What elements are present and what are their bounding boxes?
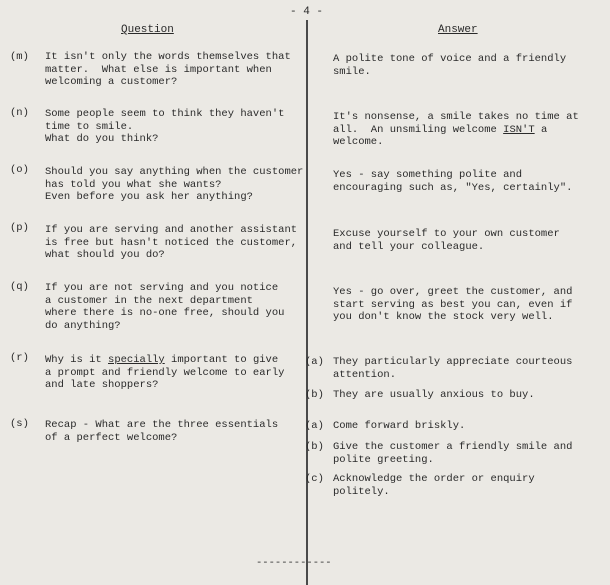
question-text: Recap - What are the three essentials of a perfect welcome?: [45, 419, 279, 444]
answer-text: Give the customer a friendly smile and polite greeting.: [333, 441, 573, 466]
answer-label: (b): [305, 441, 324, 453]
question-text: If you are serving and another assistant is free but hasn't noticed the customer, what should you do?: [45, 224, 298, 261]
answer-text: They are usually anxious to buy.: [333, 389, 535, 401]
question-text: Some people seem to think they haven't time to smile. What do you think?: [45, 108, 285, 145]
emphasis-text: specially: [108, 354, 165, 366]
item-label: (o): [10, 164, 29, 176]
answer-column-header: Answer: [438, 24, 478, 36]
emphasis-text: ISN'T: [503, 123, 535, 136]
question-text: It isn't only the words themselves that matter. What else is important when welcoming a customer?: [45, 51, 291, 88]
answer-label: (c): [305, 473, 324, 485]
answer-text: It's nonsense, a smile takes no time at all. An unsmiling welcome ISN'T a welcome.: [333, 111, 579, 148]
item-label: (s): [10, 418, 29, 430]
question-column-header: Question: [121, 24, 174, 36]
page-number: - 4 -: [290, 6, 324, 18]
answer-text: Yes - go over, greet the customer, and start serving as best you can, even if you don't know the stock very well.: [333, 286, 573, 323]
question-text: Why is it specially important to give a prompt and friendly welcome to early and late shoppers?: [45, 354, 285, 391]
answer-text: Acknowledge the order or enquiry politely.: [333, 473, 535, 498]
item-label: (n): [10, 107, 29, 119]
answer-text: A polite tone of voice and a friendly smile.: [333, 53, 567, 78]
answer-label: (b): [305, 389, 324, 401]
answer-label: (a): [305, 356, 324, 368]
footer-rule: ------------: [256, 557, 332, 569]
item-label: (p): [10, 222, 29, 234]
column-divider: [306, 20, 308, 585]
item-label: (q): [10, 281, 29, 293]
question-text: If you are not serving and you notice a customer in the next department where there is no-one free, should you do anything?: [45, 282, 285, 332]
answer-text: Come forward briskly.: [333, 420, 466, 432]
item-label: (m): [10, 51, 29, 63]
question-text: Should you say anything when the customer has told you what she wants? Even before you ask her anything?: [45, 166, 304, 203]
item-label: (r): [10, 352, 29, 364]
answer-text: Yes - say something polite and encouraging such as, "Yes, certainly".: [333, 169, 573, 194]
answer-text: Excuse yourself to your own customer and tell your colleague.: [333, 228, 560, 253]
answer-text: They particularly appreciate courteous attention.: [333, 356, 573, 381]
answer-label: (a): [305, 420, 324, 432]
